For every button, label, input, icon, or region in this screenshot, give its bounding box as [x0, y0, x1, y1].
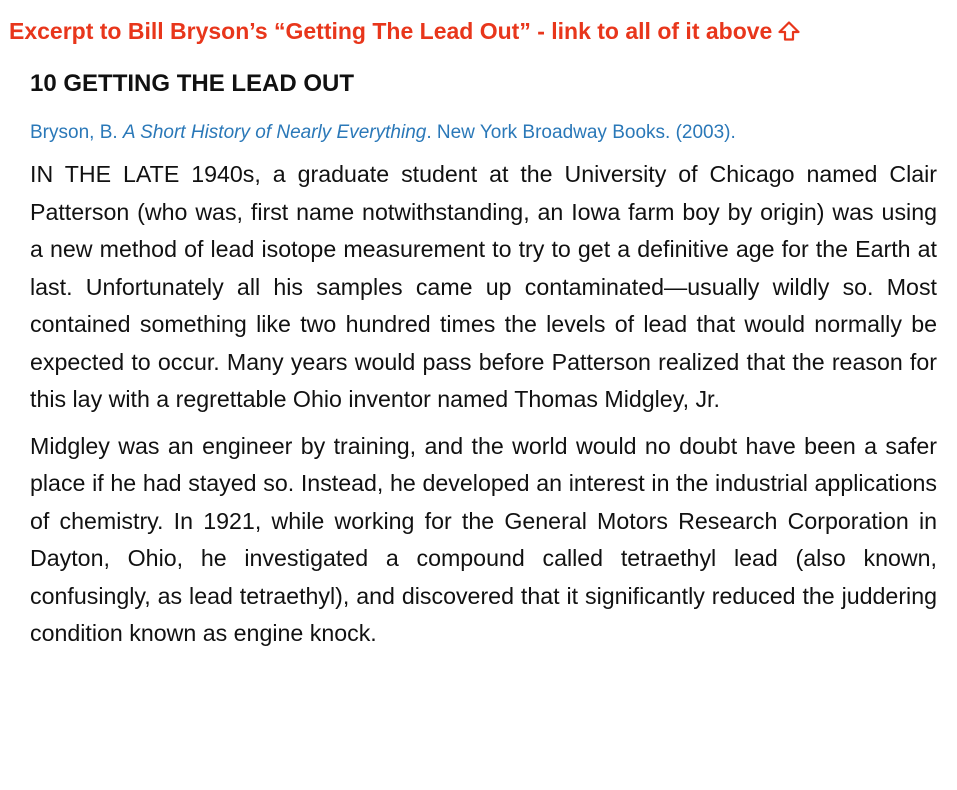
- excerpt-banner[interactable]: [9, 14, 954, 50]
- body-paragraph-1: IN THE LATE 1940s, a graduate student at the University of Chicago named Clair Patterson (who was, first name notwithstanding, an Iowa farm boy by origin) was using a new method of lead isotope measurement to try to get a definitive age for the Earth at last. Unfortunately all his samples came up contaminated—usually wildly so. Most contained something like two hundred times the levels of lead that would normally be expected to occur. Many years would pass before Patterson realized that the reason for this lay with a regrettable Ohio inventor named Thomas Midgley, Jr.: [30, 161, 937, 412]
- article-content: [30, 66, 937, 653]
- up-arrow-icon[interactable]: [778, 16, 800, 50]
- citation: [30, 119, 937, 147]
- chapter-title: 10 GETTING THE LEAD OUT: [30, 70, 355, 97]
- body-paragraph-2: Midgley was an engineer by training, and the world would no doubt have been a safer place if he had stayed so. Instead, he developed an interest in the industrial applications of chemistry. In 1921, while working for the General Motors Research Corporation in Dayton, Ohio, he investigated a compound called tetraethyl lead (also known, confusingly, as lead tetraethyl), and discovered that it significantly reduced the juddering condition known as engine knock.: [30, 432, 937, 646]
- citation-book-title: A Short History of Nearly Everything: [122, 122, 427, 143]
- excerpt-banner-text[interactable]: Excerpt to Bill Bryson’s “Getting The Lead Out” - link to all of it above: [9, 18, 773, 44]
- citation-author: Bryson, B.: [30, 122, 123, 143]
- citation-publisher: . New York Broadway Books. (2003).: [426, 122, 736, 143]
